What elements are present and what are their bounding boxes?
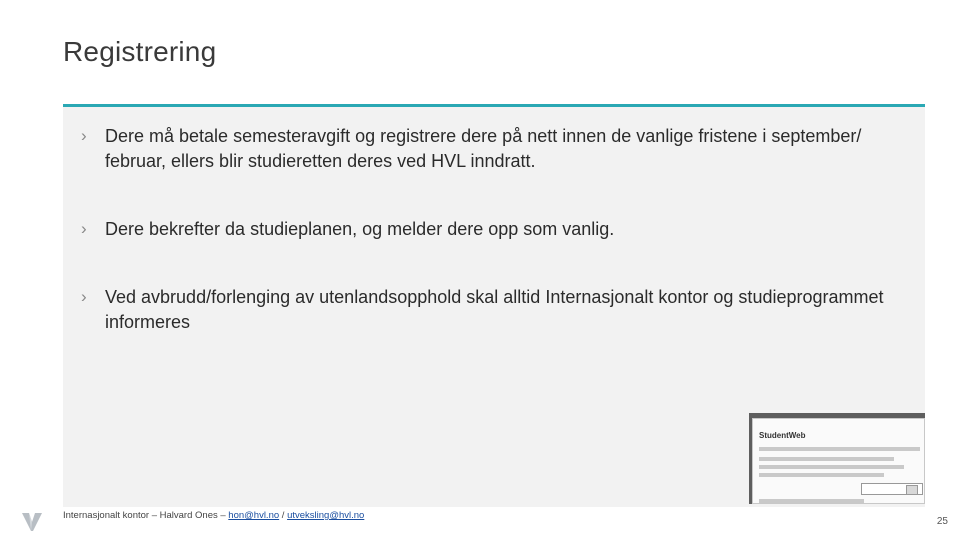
page-number: 25	[936, 516, 948, 527]
chevron-right-icon: ›	[81, 219, 87, 238]
chevron-right-icon: ›	[81, 287, 87, 306]
hvl-v-logo-icon	[21, 510, 43, 532]
screenshot-text-line	[759, 465, 904, 469]
footer	[63, 510, 364, 521]
bullet-text: Dere må betale semesteravgift og registrere dere på nett innen de vanlige fristene i september/ februar, ellers blir studieretten deres ved HVL inndratt.	[105, 126, 862, 171]
screenshot-text-line	[759, 473, 884, 477]
footer-email-link[interactable]: utveksling@hvl.no	[287, 510, 365, 521]
bullet-text: Dere bekrefter da studieplanen, og melder dere opp som vanlig.	[105, 219, 615, 239]
screenshot-button	[906, 485, 918, 495]
footer-separator: /	[279, 510, 288, 521]
footer-email-link[interactable]: hon@hvl.no	[228, 510, 280, 521]
screenshot-text-line	[759, 447, 920, 451]
bullet-text: Ved avbrudd/forlenging av utenlandsopphold skal alltid Internasjonalt kontor og studieprogrammet informeres	[105, 287, 884, 332]
screenshot-window	[752, 418, 925, 504]
screenshot-text-line	[759, 499, 864, 503]
footer-text: Internasjonalt kontor – Halvard Ones –	[63, 510, 229, 521]
screenshot-header: StudentWeb	[759, 431, 806, 440]
studentweb-screenshot-image	[749, 413, 925, 504]
slide-title: Registrering	[63, 36, 217, 67]
chevron-right-icon: ›	[81, 126, 87, 145]
screenshot-text-line	[759, 457, 894, 461]
